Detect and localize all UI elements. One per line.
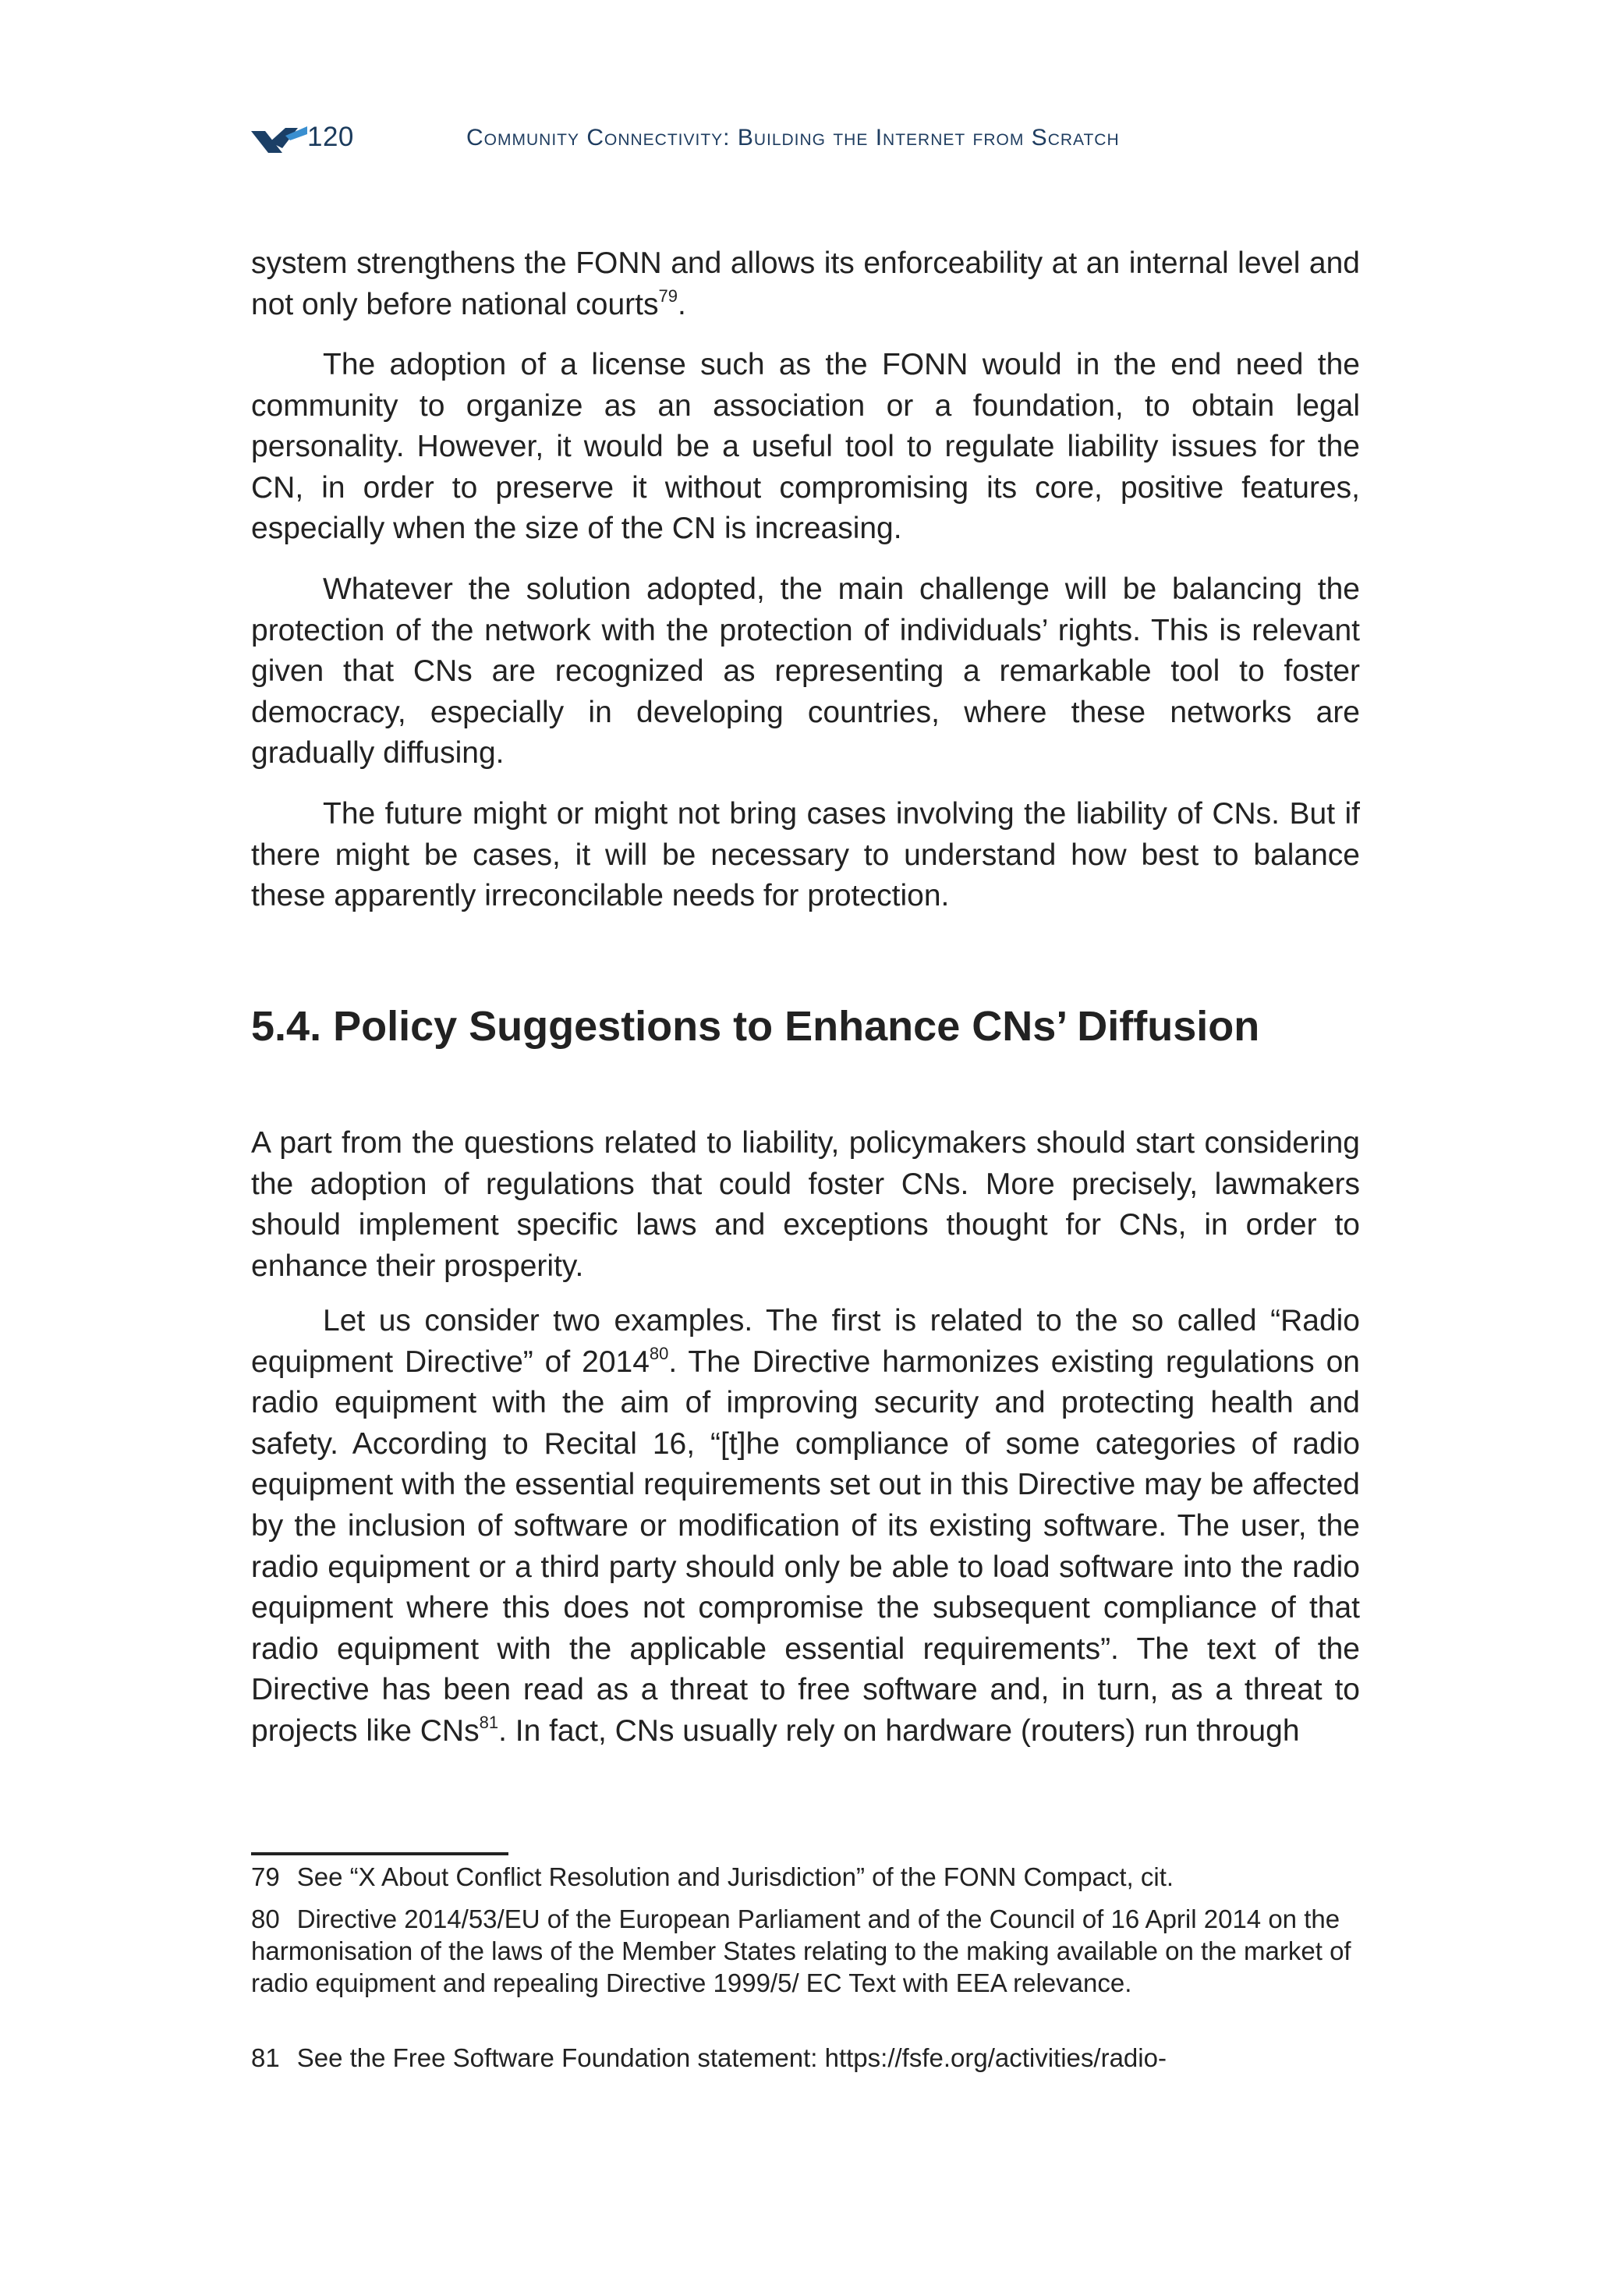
paragraph-text: system strengthens the FONN and allows its enforceability at an internal level and not only before national courts — [251, 246, 1360, 321]
paragraph — [251, 243, 1360, 325]
footnote-ref[interactable]: 80 — [649, 1343, 669, 1363]
paragraph: The future might or might not bring cases involving the liability of CNs. But if there might be cases, it will be necessary to understand how best to balance these apparently irreconcilable needs for protection. — [251, 797, 1360, 913]
footnote-text: See “X About Conflict Resolution and Jurisdiction” of the FONN Compact, cit. — [296, 1862, 1174, 1891]
page-header — [251, 119, 1358, 165]
footnote-number: 79 — [251, 1862, 280, 1891]
paragraph: Whatever the solution adopted, the main challenge will be balancing the protection of the network with the protection of individuals’ rights. This is relevant given that CNs are recognized as representing a remarkable tool to foster democracy, especially in developing countries, where these networks are gradually diffusing. — [251, 572, 1360, 771]
footnote-ref[interactable]: 79 — [658, 285, 678, 306]
paragraph-text: . The Directive harmonizes existing regulations on radio equipment with the aim of improving security and protecting health and safety. According to Recital 16, “[t]he compliance of some categories of radio equipment with the essential requirements set out in this Directive may be affected by the inclusion of software or modification of its existing software. The user, the radio equipment or a third party should only be able to load software into the radio equipment where this does not compromise the subsequent compliance of that radio equipment with the applicable essential requirements”. The text of the Directive has been read as a threat to free software and, in turn, as a threat to projects like CNs — [251, 1345, 1360, 1748]
paragraph-text: . In fact, CNs usually rely on hardware (routers) run through — [498, 1713, 1300, 1748]
footnote-text: Directive 2014/53/EU of the European Parliament and of the Council of 16 April 2014 on the harmonisation of the laws of the Member States relating to the making available on the market of radio equipment and repealing Directive 1999/5/ EC Text with EEA relevance. — [251, 1904, 1351, 1997]
footnote-number: 81 — [251, 2043, 280, 2072]
footnote — [251, 1903, 1360, 1999]
paragraph: The adoption of a license such as the FONN would in the end need the community to organize as an association or a foundation, to obtain legal personality. However, it would be a useful tool to regulate liability issues for the CN, in order to preserve it without compromising its core, positive features, especially when the size of the CN is increasing. — [251, 348, 1360, 546]
paragraph-text: . — [678, 287, 686, 321]
footnote-ref[interactable]: 81 — [479, 1712, 499, 1732]
paragraph-text: Let us consider two examples. The first is related to the so called “Radio equipment Directive” of 2014 — [251, 1304, 1360, 1379]
publisher-logo-icon — [251, 125, 307, 156]
running-title: Community Connectivity: Building the Internet from Scratch — [466, 125, 1120, 151]
footnote — [251, 2042, 1360, 2074]
footnote-text: See the Free Software Foundation statement: https://fsfe.org/activities/radio- — [296, 2043, 1167, 2072]
paragraph: A part from the questions related to liability, policymakers should start considering the adoption of regulations that could foster CNs. More precisely, lawmakers should implement specific laws and exceptions thought for CNs, in order to enhance their prosperity. — [251, 1126, 1360, 1283]
footnote-divider — [251, 1852, 508, 1855]
page-number: 120 — [307, 122, 354, 152]
footnote — [251, 1861, 1360, 1893]
paragraph — [251, 1301, 1360, 1752]
section-heading: 5.4. Policy Suggestions to Enhance CNs’ Diffusion — [251, 1003, 1260, 1050]
footnote-number: 80 — [251, 1904, 280, 1933]
